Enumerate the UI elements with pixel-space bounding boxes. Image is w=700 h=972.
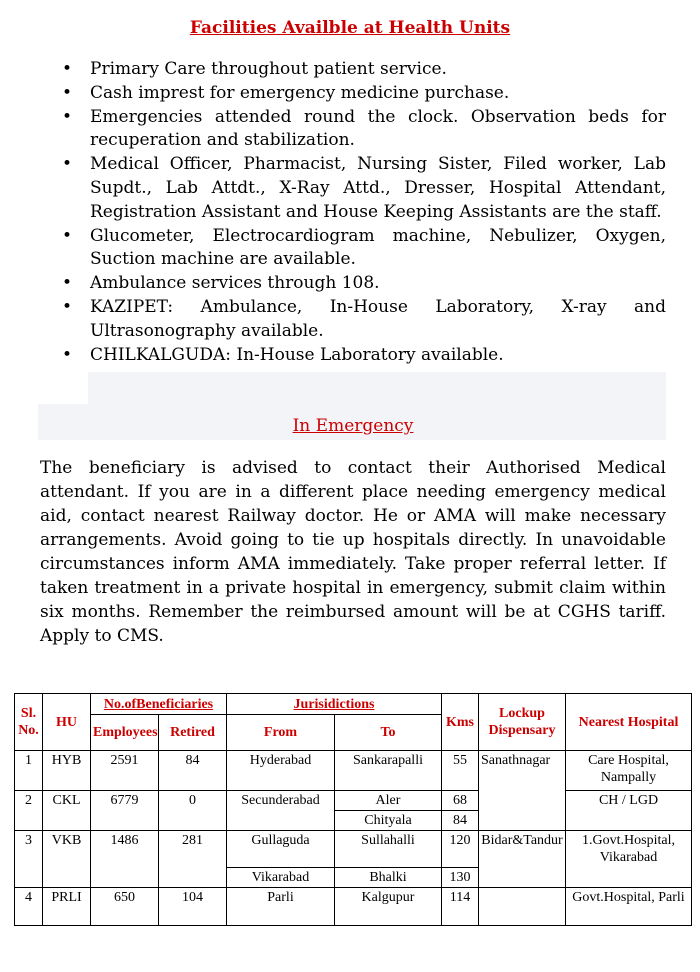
header-kms: Kms [442, 694, 479, 751]
cell-kms: 84 [442, 811, 479, 831]
cell-from: Parli [227, 888, 335, 926]
cell-hu: HYB [43, 751, 91, 791]
cell-kms: 68 [442, 791, 479, 811]
cell-retired: 104 [159, 888, 227, 926]
cell-retired: 281 [159, 831, 227, 888]
cell-kms: 114 [442, 888, 479, 926]
bullet-icon: • [62, 225, 73, 246]
header-to: To [335, 715, 442, 751]
list-item: • Cash imprest for emergency medicine purchase. [62, 82, 666, 106]
bullet-icon: • [62, 154, 73, 175]
header-from: From [227, 715, 335, 751]
bullet-icon: • [62, 82, 73, 103]
emergency-paragraph: The beneficiary is advised to contact their Authorised Medical attendant. If you are in a different place needing emergency medical aid, contact nearest Railway doctor. He or AMA will make necessary arrangements. Avoid going to tie up hospitals directly. In unavoidable circumstances inform AMA immediately. Take proper referral letter. If taken treatment in a private hospital in emergency, submit claim within six months. Remember the reimbursed amount will be at CGHS tariff. Apply to CMS. [40, 458, 666, 646]
header-beneficiaries: No.ofBeneficiaries [91, 694, 227, 715]
table-row [15, 791, 692, 811]
facilities-list [62, 58, 666, 367]
list-item: • Primary Care throughout patient service. [62, 58, 666, 82]
list-item: • Medical Officer, Pharmacist, Nursing Sister, Filed worker, Lab Supdt., Lab Attdt., X-Ray Attd., Dresser, Hospital Attendant, Registration Assistant and House Keeping Assistants are the staff. [62, 154, 666, 222]
cell-nearest: 1.Govt.Hospital, Vikarabad [566, 831, 692, 888]
cell-from: Gullaguda [227, 831, 335, 868]
bullet-icon: • [62, 106, 73, 127]
cell-to: Sankarapalli [335, 751, 442, 791]
cell-to: Sullahalli [335, 831, 442, 868]
cell-employees: 650 [91, 888, 159, 926]
cell-nearest: Care Hospital, Nampally [566, 751, 692, 791]
cell-to: Kalgupur [335, 888, 442, 926]
cell-employees: 2591 [91, 751, 159, 791]
table-row [15, 831, 692, 868]
table-row [15, 888, 692, 926]
bullet-icon: • [62, 59, 73, 79]
list-item: • Glucometer, Electrocardiogram machine, Nebulizer, Oxygen, Suction machine are available. [62, 225, 666, 270]
cell-to: Bhalki [335, 868, 442, 888]
header-lockup: Lockup Dispensary [479, 694, 566, 751]
cell-to: Aler [335, 791, 442, 811]
cell-nearest: Govt.Hospital, Parli [566, 888, 692, 926]
cell-kms: 55 [442, 751, 479, 791]
list-item: • Emergencies attended round the clock. Observation beds for recuperation and stabilization. [62, 106, 666, 151]
cell-sl: 2 [15, 791, 43, 831]
cell-hu: VKB [43, 831, 91, 888]
cell-hu: PRLI [43, 888, 91, 926]
cell-employees: 1486 [91, 831, 159, 888]
health-units-table [14, 693, 692, 926]
list-item: • CHILKALGUDA: In-House Laboratory available. [62, 344, 666, 368]
cell-hu: CKL [43, 791, 91, 831]
list-item: • Ambulance services through 108. [62, 272, 666, 296]
bullet-icon: • [62, 296, 73, 317]
cell-sl: 1 [15, 751, 43, 791]
cell-employees: 6779 [91, 791, 159, 831]
cell-retired: 84 [159, 751, 227, 791]
cell-to: Chityala [335, 811, 442, 831]
cell-kms: 130 [442, 868, 479, 888]
bullet-icon: • [62, 273, 73, 294]
shaded-band [88, 372, 666, 404]
list-item: • KAZIPET: Ambulance, In-House Laboratory, X-ray and Ultrasonography available. [62, 296, 666, 341]
bullet-icon: • [62, 344, 73, 365]
cell-lockup: Sanathnagar [479, 751, 566, 831]
header-employees: Employees [91, 715, 159, 751]
cell-lockup: Bidar&Tandur [479, 831, 566, 888]
cell-sl: 4 [15, 888, 43, 926]
emergency-heading: In Emergency [292, 416, 414, 436]
cell-from: Vikarabad [227, 868, 335, 888]
cell-nearest: CH / LGD [566, 791, 692, 831]
cell-sl: 3 [15, 831, 43, 888]
table-row [15, 751, 692, 791]
header-jurisdictions: Jurisidictions [227, 694, 442, 715]
cell-retired: 0 [159, 791, 227, 831]
header-nearest: Nearest Hospital [566, 694, 692, 751]
header-retired: Retired [159, 715, 227, 751]
emergency-heading-wrap [0, 416, 700, 436]
cell-from: Secunderabad [227, 791, 335, 831]
header-hu: HU [43, 694, 91, 751]
cell-kms: 120 [442, 831, 479, 868]
cell-lockup [479, 888, 566, 926]
header-sl-no: Sl. No. [15, 694, 43, 751]
cell-from: Hyderabad [227, 751, 335, 791]
page-title: Facilities Availble at Health Units [189, 18, 511, 38]
